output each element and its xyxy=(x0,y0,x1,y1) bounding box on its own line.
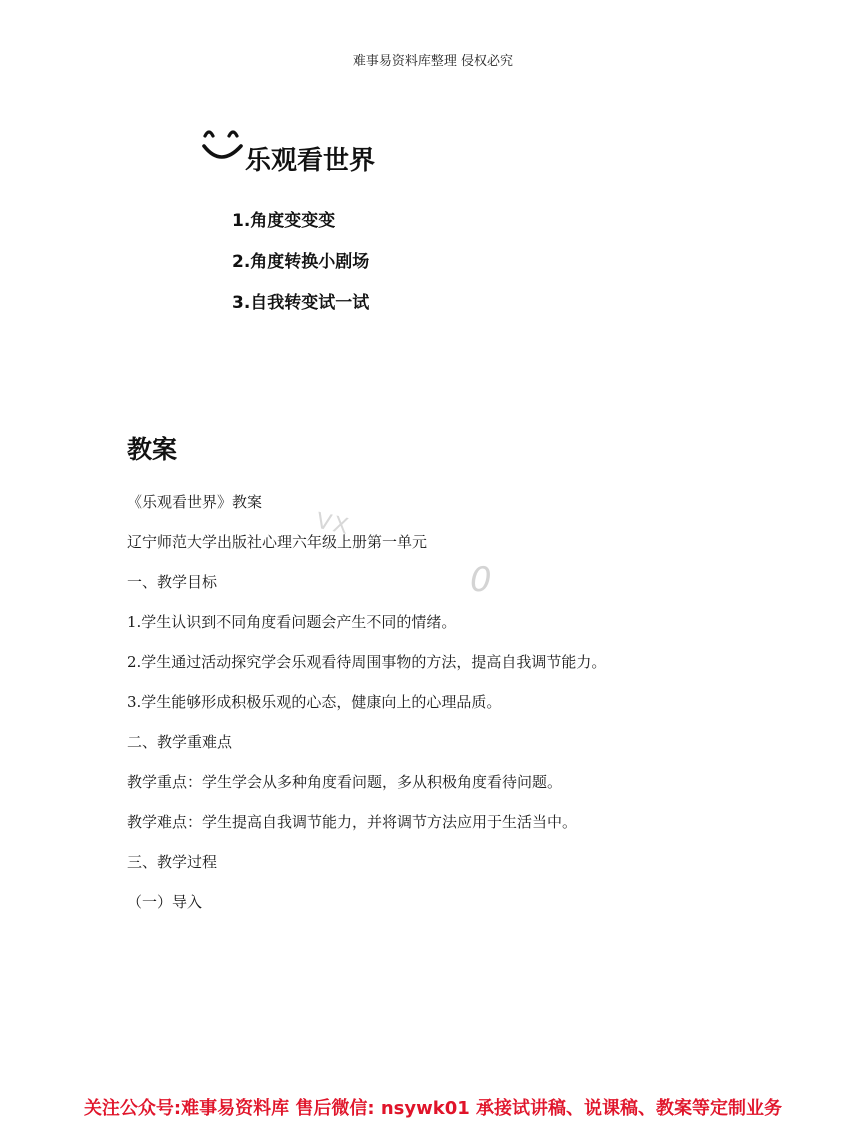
doc-line: 三、教学过程 xyxy=(127,853,218,871)
watermark: 0 xyxy=(470,560,492,600)
doc-line: 教学重点：学生学会从多种角度看问题，多从积极角度看待问题。 xyxy=(127,773,563,791)
smiley-icon xyxy=(201,126,245,164)
section-heading: 教案 xyxy=(127,435,178,464)
doc-line: 2.学生通过活动探究学会乐观看待周围事物的方法，提高自我调节能力。 xyxy=(127,653,607,671)
footer-banner: 关注公众号:难事易资料库 售后微信: nsywk01 承接试讲稿、说课稿、教案等定制业务 xyxy=(83,1098,783,1119)
page-title: 乐观看世界 xyxy=(245,146,376,176)
doc-line: 辽宁师范大学出版社心理六年级上册第一单元 xyxy=(127,533,428,551)
watermark: VX xyxy=(313,508,353,541)
doc-line: 《乐观看世界》教案 xyxy=(127,493,263,511)
toc-item: 2.角度转换小剧场 xyxy=(232,252,370,272)
document-body xyxy=(127,490,827,930)
doc-line: （一）导入 xyxy=(127,893,203,911)
page-header: 难事易资料库整理 侵权必究 xyxy=(352,54,514,69)
doc-line: 一、教学目标 xyxy=(127,573,218,591)
doc-line: 教学难点：学生提高自我调节能力，并将调节方法应用于生活当中。 xyxy=(127,813,578,831)
doc-line: 1.学生认识到不同角度看问题会产生不同的情绪。 xyxy=(127,613,457,631)
toc-item: 3.自我转变试一试 xyxy=(232,293,370,313)
toc-item: 1.角度变变变 xyxy=(232,211,336,231)
doc-line: 二、教学重难点 xyxy=(127,733,233,751)
doc-line: 3.学生能够形成积极乐观的心态，健康向上的心理品质。 xyxy=(127,693,502,711)
table-of-contents xyxy=(232,208,369,331)
